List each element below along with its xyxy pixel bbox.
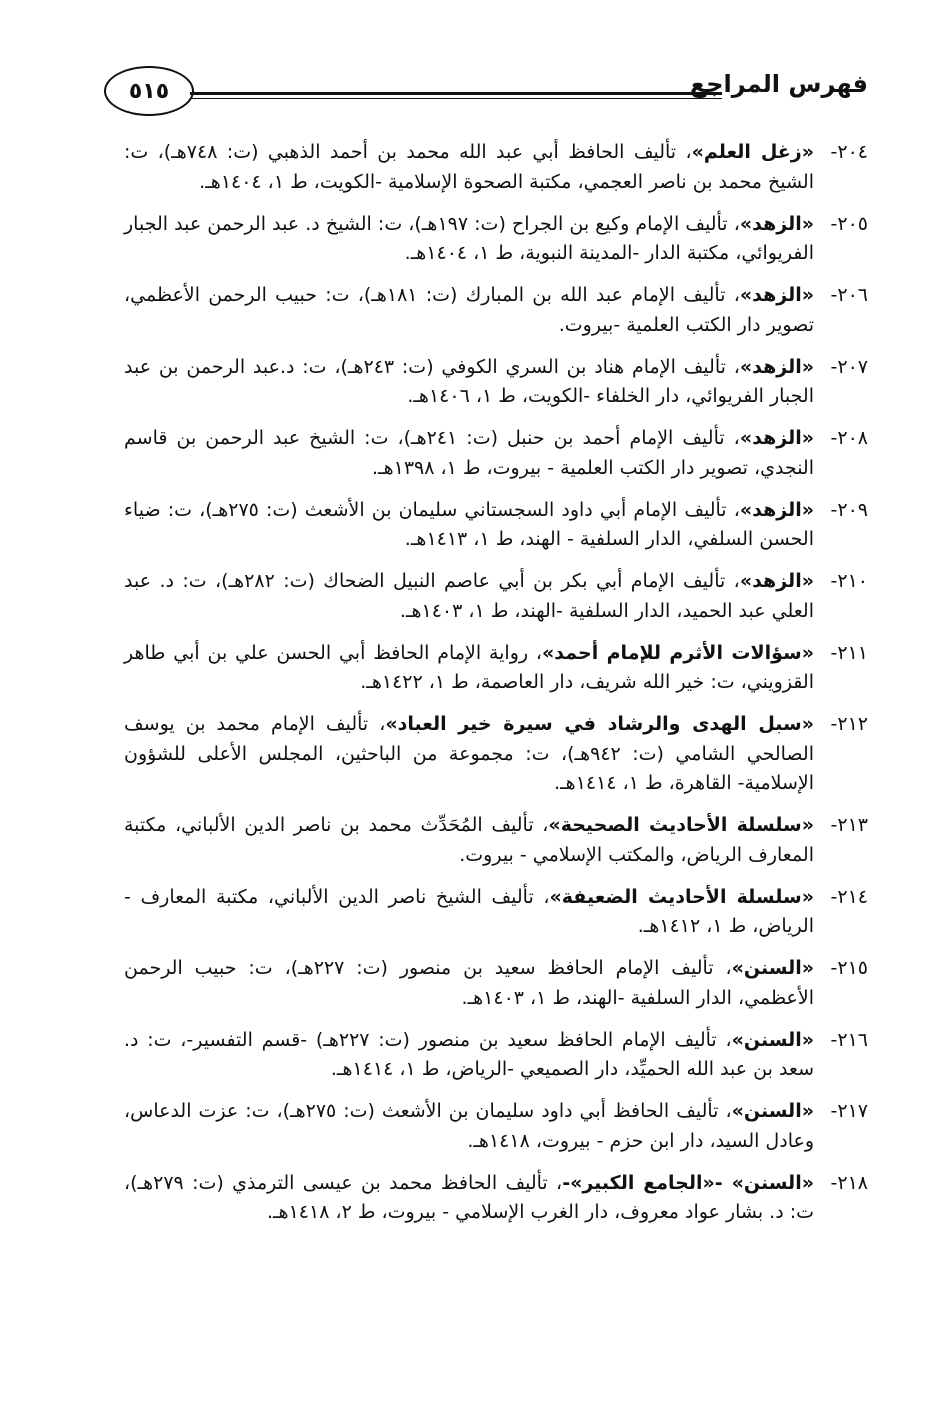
reference-entry <box>124 1026 868 1085</box>
entry-number: ٢١٨- <box>830 1171 868 1194</box>
entry-number: ٢١٧- <box>830 1100 868 1122</box>
entry-number: ٢٠٤- <box>830 141 868 163</box>
entry-text: ، تأليف الحافظ محمد بن عيسى الترمذي (ت: ٢٧٩هـ)، ت: د. بشار عواد معروف، دار الغرب الإسلامي - بيروت، ط ٢، ١٤١٨هـ. <box>124 1171 814 1223</box>
entry-text: ، رواية الإمام الحافظ أبي الحسن علي بن أبي طاهر القزويني، ت: خير الله شريف، دار العاصمة، ط ١، ١٤٢٢هـ. <box>124 641 814 693</box>
header-title: فهرس المراجع <box>689 70 868 98</box>
entry-text: ، تأليف الإمام الحافظ سعيد بن منصور (ت: ٢٢٧هـ) -قسم التفسير-، ت: د. سعد بن عبد الله الحميِّد، دار الصميعي -الرياض، ط ١، ١٤١٤هـ. <box>124 1028 814 1080</box>
page-header <box>104 62 872 122</box>
entry-text: ، تأليف الإمام أبي داود السجستاني سليمان بن الأشعث (ت: ٢٧٥هـ)، ت: ضياء الحسن السلفي، الدار السلفية - الهند، ط ١، ١٤١٣هـ. <box>124 498 814 550</box>
entry-title: «السنن» <box>731 957 814 979</box>
entry-text: ، تأليف الإمام أبي بكر بن أبي عاصم النبيل الضحاك (ت: ٢٨٢هـ)، ت: د. عبد العلي عبد الحميد، الدار السلفية -الهند، ط ١، ١٤٠٣هـ. <box>124 570 814 622</box>
reference-entry <box>124 954 868 1013</box>
entry-text: ، تأليف الإمام هناد بن السري الكوفي (ت: ٢٤٣هـ)، ت: د.عبد الرحمن بن عبد الجبار الفريوائي، دار الخلفاء -الكويت، ط ١، ١٤٠٦هـ. <box>124 355 814 407</box>
page-number: ٥١٥ <box>104 66 194 116</box>
entry-title: «السنن» -«الجامع الكبير»- <box>562 1171 814 1194</box>
entry-title: «الزهد» <box>739 498 814 521</box>
entry-title: «السنن» <box>731 1100 814 1122</box>
entry-text: ، تأليف الشيخ ناصر الدين الألباني، مكتبة المعارف - الرياض، ط ١، ١٤١٢هـ. <box>124 885 814 937</box>
reference-entry <box>124 1097 868 1156</box>
reference-entry <box>124 353 868 412</box>
entry-number: ٢٠٨- <box>830 427 868 449</box>
entry-title: «الزهد» <box>739 212 814 235</box>
entry-number: ٢١٢- <box>830 713 868 735</box>
entry-text: ، تأليف الإمام أحمد بن حنبل (ت: ٢٤١هـ)، ت: الشيخ عبد الرحمن بن قاسم النجدي، تصوير دار الكتب العلمية - بيروت، ط ١، ١٣٩٨هـ. <box>124 427 814 479</box>
entry-title: «الزهد» <box>739 427 814 449</box>
reference-entry <box>124 1169 868 1228</box>
references-list <box>124 138 868 1240</box>
entry-text: ، تأليف الحافظ أبي عبد الله محمد بن أحمد الذهبي (ت: ٧٤٨هـ)، ت: الشيخ محمد بن ناصر العجمي، مكتبة الصحوة الإسلامية -الكويت، ط ١، ١٤٠٤هـ. <box>124 141 814 193</box>
entry-title: «سلسلة الأحاديث الضعيفة» <box>549 885 814 908</box>
entry-title: «سلسلة الأحاديث الصحيحة» <box>548 814 814 836</box>
entry-text: ، تأليف الإمام وكيع بن الجراح (ت: ١٩٧هـ)، ت: الشيخ د. عبد الرحمن عبد الجبار الفريوائي، مكتبة الدار -المدينة النبوية، ط ١، ١٤٠٤هـ. <box>124 212 814 264</box>
entry-text: ، تأليف الإمام عبد الله بن المبارك (ت: ١٨١هـ)، ت: حبيب الرحمن الأعظمي، تصوير دار الكتب العلمية -بيروت. <box>124 284 814 336</box>
entry-text: ، تأليف الحافظ أبي داود سليمان بن الأشعث (ت: ٢٧٥هـ)، ت: عزت الدعاس، وعادل السيد، دار ابن حزم - بيروت، ١٤١٨هـ. <box>124 1100 814 1152</box>
reference-entry <box>124 811 868 870</box>
entry-number: ٢١٦- <box>830 1028 868 1051</box>
header-rule <box>190 92 722 95</box>
reference-entry <box>124 710 868 799</box>
reference-entry <box>124 424 868 483</box>
entry-number: ٢١٣- <box>830 814 868 836</box>
reference-entry <box>124 138 868 197</box>
entry-title: «زغل العلم» <box>691 141 814 163</box>
entry-title: «الزهد» <box>739 355 815 378</box>
entry-number: ٢٠٦- <box>830 284 868 306</box>
reference-entry <box>124 496 868 555</box>
entry-title: «سبل الهدى والرشاد في سيرة خير العباد» <box>385 713 814 735</box>
entry-number: ٢٠٥- <box>830 212 868 235</box>
entry-text: ، تأليف الإمام محمد بن يوسف الصالحي الشامي (ت: ٩٤٢هـ)، ت: مجموعة من الباحثين، المجلس الأعلى للشؤون الإسلامية- القاهرة، ط ١، ١٤١٤هـ. <box>124 713 814 794</box>
entry-number: ٢١٠- <box>830 570 868 592</box>
header-rule-thin <box>190 98 722 99</box>
entry-title: «سؤالات الأثرم للإمام أحمد» <box>542 641 815 664</box>
reference-entry <box>124 567 868 626</box>
entry-title: «الزهد» <box>739 284 815 306</box>
entry-title: «السنن» <box>731 1028 814 1051</box>
entry-text: ، تأليف المُحَدِّث محمد بن ناصر الدين الألباني، مكتبة المعارف الرياض، والمكتب الإسلامي - بيروت. <box>124 814 814 866</box>
reference-entry <box>124 281 868 340</box>
entry-number: ٢١٤- <box>830 885 868 908</box>
entry-title: «الزهد» <box>739 570 814 592</box>
reference-entry <box>124 883 868 942</box>
reference-entry <box>124 210 868 269</box>
reference-entry <box>124 639 868 698</box>
entry-number: ٢١٥- <box>830 957 868 979</box>
entry-number: ٢٠٧- <box>830 355 868 378</box>
entry-number: ٢٠٩- <box>830 498 868 521</box>
entry-number: ٢١١- <box>830 641 868 664</box>
entry-text: ، تأليف الإمام الحافظ سعيد بن منصور (ت: ٢٢٧هـ)، ت: حبيب الرحمن الأعظمي، الدار السلفية -الهند، ط ١، ١٤٠٣هـ. <box>124 957 814 1009</box>
